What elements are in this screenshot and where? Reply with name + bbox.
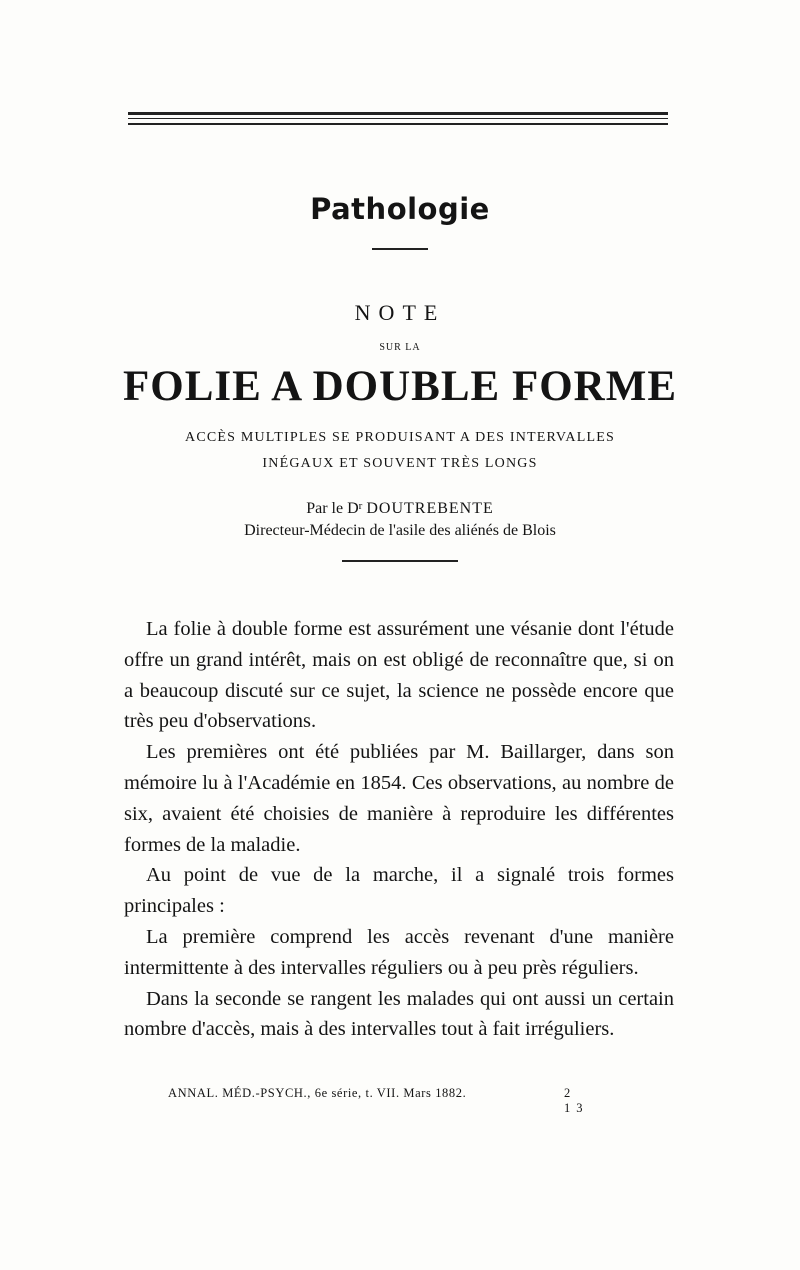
author-line [0, 500, 800, 518]
author-affiliation: Directeur-Médecin de l'asile des aliénés de Blois [244, 522, 556, 539]
body-paragraph: La première comprend les accès revenant d'une manière intermittente à des intervalles réguliers ou à peu près réguliers. [124, 925, 674, 979]
section-heading: Pathologie [310, 192, 490, 226]
journal-citation: ANNAL. MÉD.-PSYCH., 6e série, t. VII. Mars 1882. [168, 1086, 467, 1100]
article-body [124, 614, 674, 1045]
author-name: DOUTREBENTE [366, 500, 494, 517]
author-prefix: Par le D [306, 500, 359, 517]
signature-mark: 2 13 [564, 1086, 589, 1115]
note-label: NOTE [354, 300, 446, 325]
header-rule [128, 118, 668, 119]
article-subtitle-line-2: INÉGAUX ET SOUVENT TRÈS LONGS [262, 456, 538, 471]
header-rule [128, 112, 668, 115]
body-paragraph: La folie à double forme est assurément une vésanie dont l'étude offre un grand intérêt, mais on est obligé de reconnaître que, si on a beaucoup discuté sur ce sujet, la science ne possède encore que très peu d'observations. [124, 618, 674, 733]
title-rule [342, 560, 458, 562]
body-paragraph: Au point de vue de la marche, il a signalé trois formes principales : [124, 864, 674, 918]
article-title: FOLIE A DOUBLE FORME [123, 363, 677, 410]
header-rule [128, 123, 668, 125]
article-subtitle-line-1: ACCÈS MULTIPLES SE PRODUISANT A DES INTERVALLES [185, 430, 615, 445]
body-paragraph: Les premières ont été publiées par M. Baillarger, dans son mémoire lu à l'Académie en 1854. Ces observations, au nombre de six, avaient été choisies de manière à reproduire les différentes formes de la maladie. [124, 741, 674, 856]
page-footer [168, 1086, 608, 1115]
sur-la-label: SUR LA [379, 342, 421, 353]
author-title-mark: r [358, 500, 363, 512]
body-paragraph: Dans la seconde se rangent les malades qui ont aussi un certain nombre d'accès, mais à des intervalles tout à fait irréguliers. [124, 987, 674, 1041]
section-rule [372, 248, 428, 250]
